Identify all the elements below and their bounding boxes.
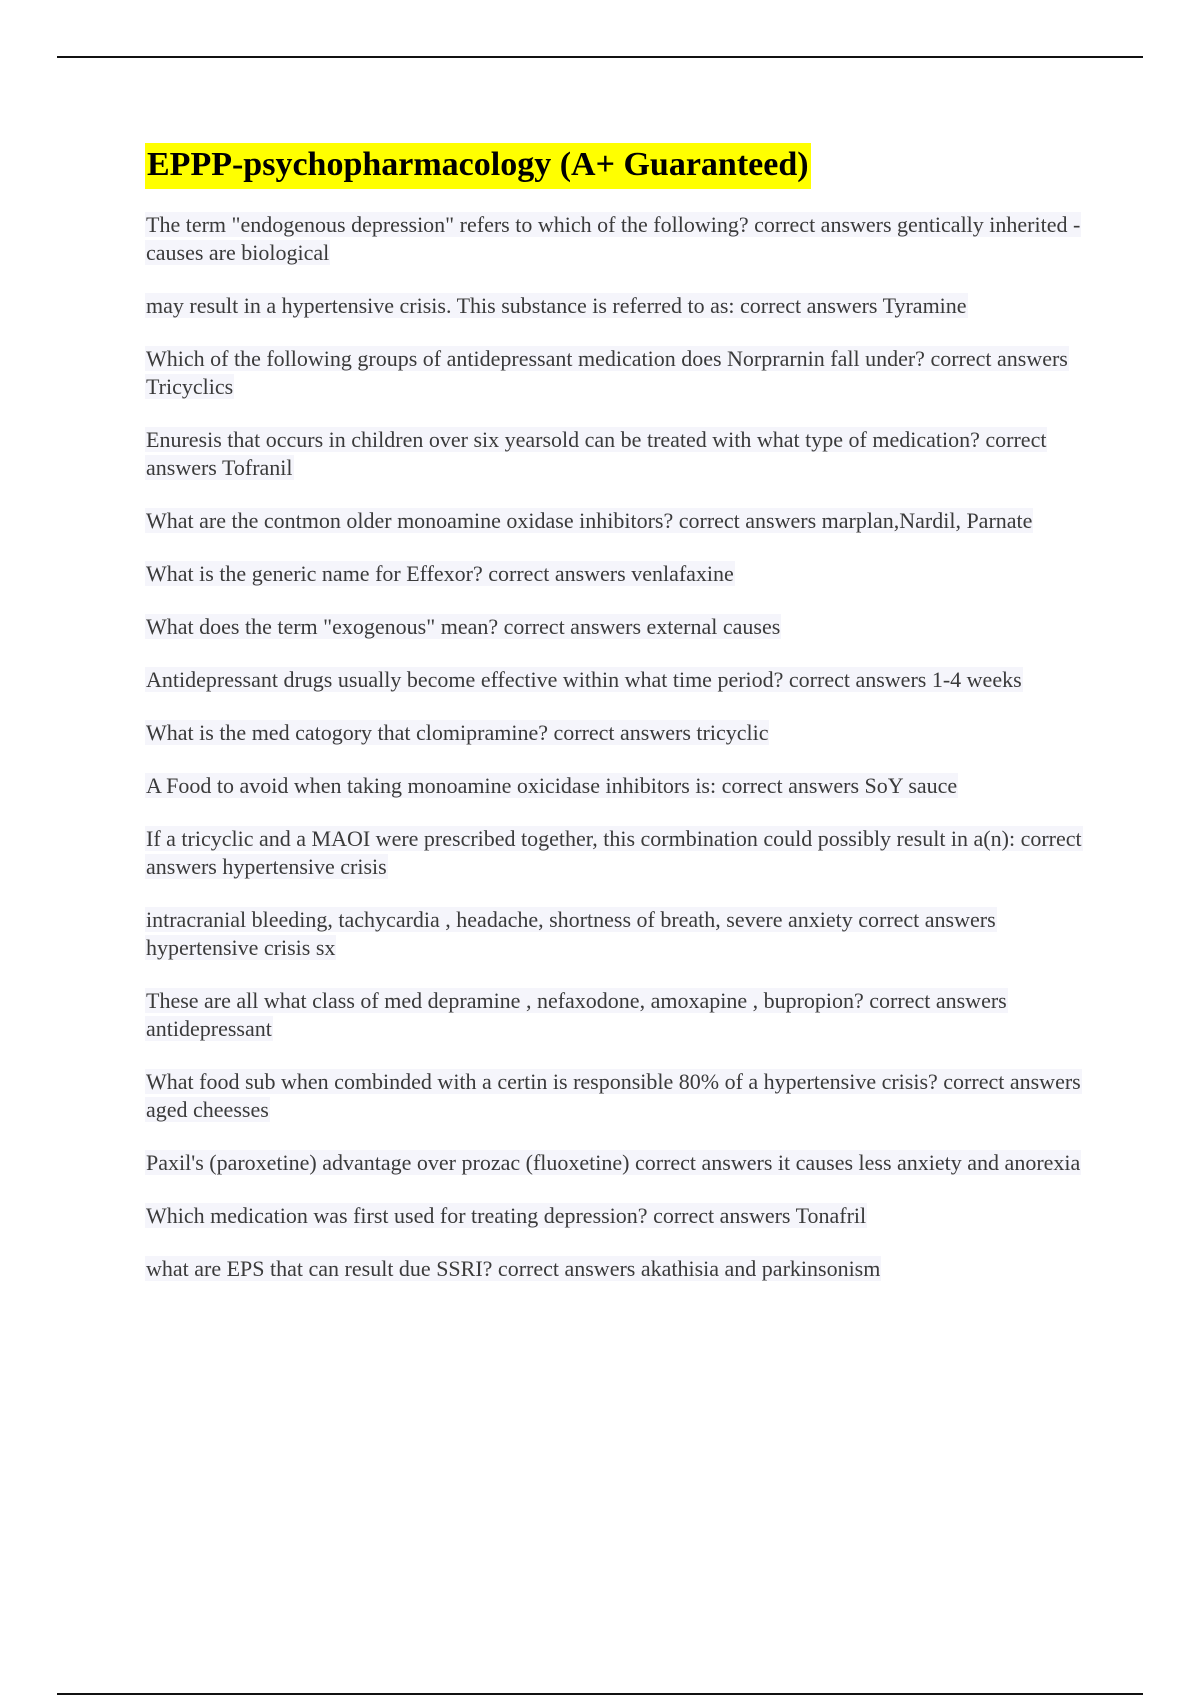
qa-item — [145, 345, 1085, 401]
qa-item-text: Which of the following groups of antidepressant medication does Norprarnin fall under? correct answers Tricyclics — [146, 346, 1068, 399]
qa-item-text: What is the generic name for Effexor? correct answers venlafaxine — [146, 561, 734, 586]
qa-item-text: Which medication was first used for treating depression? correct answers Tonafril — [146, 1203, 867, 1228]
qa-item-text: What food sub when combinded with a certin is responsible 80% of a hypertensive crisis? correct answers aged cheesses — [146, 1069, 1081, 1122]
qa-item-text: Paxil's (paroxetine) advantage over prozac (fluoxetine) correct answers it causes less anxiety and anorexia — [146, 1150, 1081, 1175]
document-title: EPPP-psychopharmacology (A+ Guaranteed) — [145, 143, 811, 189]
qa-item — [145, 772, 1085, 800]
qa-item-text: What are the contmon older monoamine oxidase inhibitors? correct answers marplan,Nardil, Parnate — [146, 508, 1033, 533]
qa-item-text: intracranial bleeding, tachycardia , headache, shortness of breath, severe anxiety correct answers hypertensive crisis sx — [146, 907, 996, 960]
qa-list — [145, 211, 1085, 1283]
qa-item-text: Antidepressant drugs usually become effective within what time period? correct answers 1-4 weeks — [146, 667, 1022, 692]
qa-item-text: What does the term "exogenous" mean? correct answers external causes — [146, 614, 781, 639]
qa-item-text: The term "endogenous depression" refers to which of the following? correct answers gentically inherited - causes are biological — [146, 212, 1081, 265]
qa-item — [145, 613, 1085, 641]
footer-rule — [57, 1693, 1143, 1695]
qa-item-text: Enuresis that occurs in children over six yearsold can be treated with what type of medication? correct answers Tofranil — [146, 427, 1047, 480]
qa-item — [145, 1202, 1085, 1230]
qa-item — [145, 426, 1085, 482]
qa-item-text: These are all what class of med depramine , nefaxodone, amoxapine , bupropion? correct answers antidepressant — [146, 988, 1007, 1041]
qa-item — [145, 1149, 1085, 1177]
qa-item — [145, 507, 1085, 535]
qa-item — [145, 666, 1085, 694]
qa-item-text: may result in a hypertensive crisis. This substance is referred to as: correct answers Tyramine — [146, 293, 967, 318]
qa-item — [145, 906, 1085, 962]
qa-item — [145, 211, 1085, 267]
qa-item — [145, 719, 1085, 747]
qa-item-text: what are EPS that can result due SSRI? correct answers akathisia and parkinsonism — [146, 1256, 881, 1281]
qa-item — [145, 292, 1085, 320]
qa-item — [145, 987, 1085, 1043]
qa-item — [145, 1068, 1085, 1124]
qa-item-text: What is the med catogory that clomipramine? correct answers tricyclic — [146, 720, 769, 745]
qa-item-text: If a tricyclic and a MAOI were prescribed together, this cormbination could possibly result in a(n): correct answers hypertensive crisis — [146, 826, 1082, 879]
qa-item — [145, 825, 1085, 881]
qa-item-text: A Food to avoid when taking monoamine oxicidase inhibitors is: correct answers SoY sauce — [146, 773, 958, 798]
qa-item — [145, 1255, 1085, 1283]
document-body — [145, 143, 1085, 1308]
header-rule — [57, 56, 1143, 58]
qa-item — [145, 560, 1085, 588]
